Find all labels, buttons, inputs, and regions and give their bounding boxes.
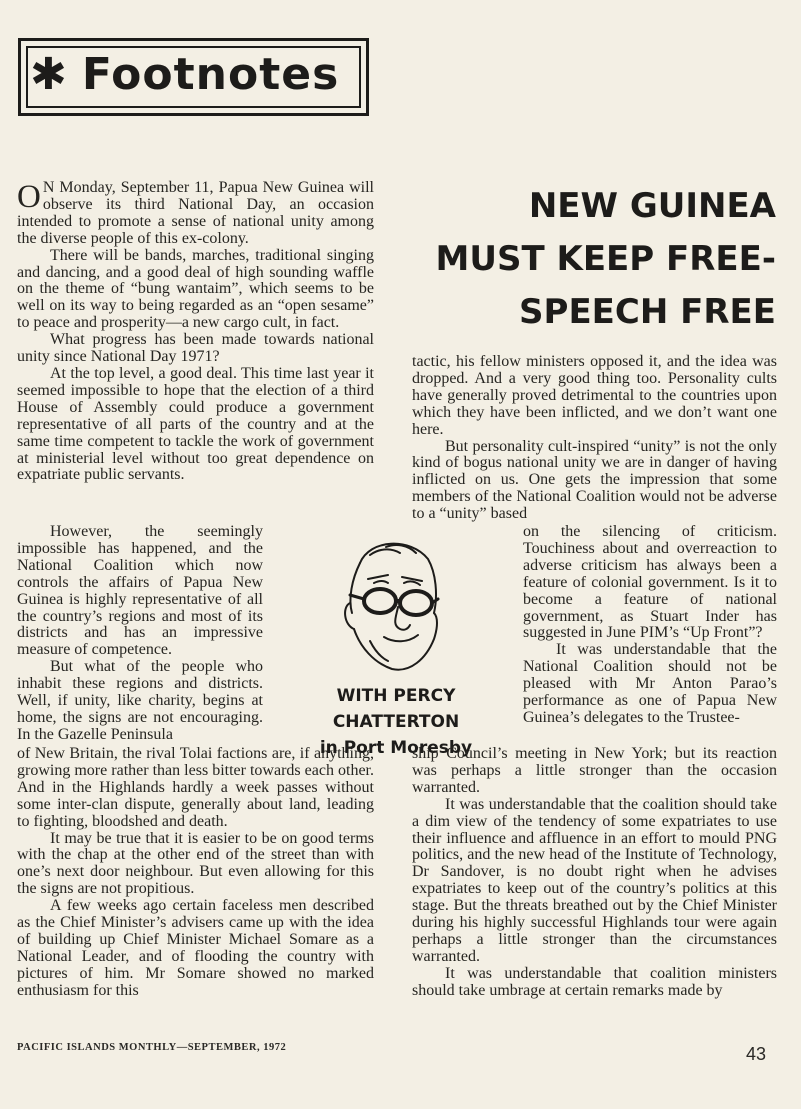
glasses-left-lens: [364, 589, 396, 613]
paragraph: A few weeks ago certain faceless men described as the Chief Minister’s advisers came up with the idea of building up Chief Minister Michael Somare as a National Leader, and of flooding the country with pictures of him. Mr Somare showed no marked enthusiasm for this: [17, 897, 374, 999]
page-number: 43: [746, 1044, 767, 1064]
percy-chatterton-portrait: [330, 533, 442, 681]
headline-line-3: SPEECH FREE: [519, 292, 776, 332]
right-narrow-column: [523, 524, 777, 727]
right-column: [412, 354, 777, 523]
paragraph: ship Council’s meeting in New York; but its reaction was perhaps a little stronger than the occasion warranted.: [412, 745, 777, 796]
paragraph: But personality cult-inspired “unity” is not the only kind of bogus national unity we are in danger of having inflicted on us. One gets the impression that some members of the National Coalition would not be adverse to a “unity” based: [412, 437, 777, 523]
byline-location: in Port Moresby: [319, 738, 473, 758]
right-bottom-column: [412, 746, 777, 1000]
paragraph: It was understandable that the coalition should take a dim view of the tendency of some expatriates to use their influence and affluence in an effort to mould PNG politics, and the new head of the Institute of Technology, Dr Sandover, is no doubt right when he advises expatriates to keep out of the country’s politics at this stage. But the threats breathed out by the Chief Minister during his highly successful Highlands tour were again perhaps a little stronger than the circumstances warranted.: [412, 795, 777, 965]
paragraph: O N Monday, September 11, Papua New Guinea will observe its third National Day, an occasion intended to promote a sense of national unity among the diverse people of this ex-colony.: [17, 179, 374, 247]
left-bottom-column: [17, 746, 374, 1000]
page-footer: PACIFIC ISLANDS MONTHLY—SEPTEMBER, 1972: [17, 1042, 287, 1053]
left-narrow-column: [17, 524, 263, 744]
glasses-right-lens: [400, 591, 432, 615]
paragraph: of New Britain, the rival Tolai factions are, if anything, growing more rather than less bitter towards each other. And in the Highlands hardly a week passes without some inter-clan dispute, generally about land, leading to fighting, bloodshed and death.: [17, 745, 374, 830]
asterisk-icon: ✱: [30, 49, 68, 100]
paragraph: tactic, his fellow ministers opposed it, and the idea was dropped. And a very good thing too. Personality cults have generally proved detrimental to the countries upon which they have been inflicted, and we don’t want one here.: [412, 353, 777, 438]
paragraph: It was understandable that the National Coalition should not be pleased with Mr Anton Parao’s performance as one of Papua New Guinea’s delegates to the Trustee-: [523, 641, 777, 726]
ear: [345, 603, 354, 629]
paragraph: It was understandable that coalition ministers should take umbrage at certain remarks made by: [412, 964, 777, 999]
mouth: [384, 635, 418, 641]
section-title: ✱ Footnotes: [30, 44, 339, 106]
paragraph: At the top level, a good deal. This time last year it seemed impossible to hope that the election of a third House of Assembly could produce a government representative of all parts of the country and at the same time competent to tackle the work of government at ministerial level without too great dependence on expatriate public servants.: [17, 364, 374, 484]
paragraph: It may be true that it is easier to be on good terms with the chap at the other end of the street than with one’s next door neighbour. But even allowing for this the signs are not propitious.: [17, 829, 374, 898]
byline-author: WITH PERCY CHATTERTON: [332, 686, 460, 732]
paragraph: on the silencing of criticism. Touchiness about and overreaction to adverse criticism has always been a feature of colonial government. Is it to become a feature of national government, as Stuart Inder has suggested in June PIM’s “Up Front”?: [523, 523, 777, 642]
paragraph: There will be bands, marches, traditional singing and dancing, and a good deal of high sounding waffle on the theme of “bung wantaim”, which seems to be well on its way to being regarded as an “open sesame” to peace and prosperity—a new cargo cult, in fact.: [17, 246, 374, 332]
paragraph: But what of the people who inhabit these regions and districts. Well, if unity, like charity, begins at home, the signs are not encouraging. In the Gazelle Peninsula: [17, 658, 263, 743]
paragraph: However, the seemingly impossible has happened, and the National Coalition which now controls the affairs of Papua New Guinea is highly representative of all the country’s regions and most of its districts and has an impressive measure of competence.: [17, 523, 263, 659]
left-column: [17, 180, 374, 484]
headline-line-2: MUST KEEP FREE-: [435, 239, 776, 279]
paragraph: What progress has been made towards national unity since National Day 1971?: [17, 331, 374, 366]
headline-line-1: NEW GUINEA: [528, 186, 776, 226]
dropcap: O: [17, 179, 41, 215]
article-headline: [418, 180, 776, 339]
